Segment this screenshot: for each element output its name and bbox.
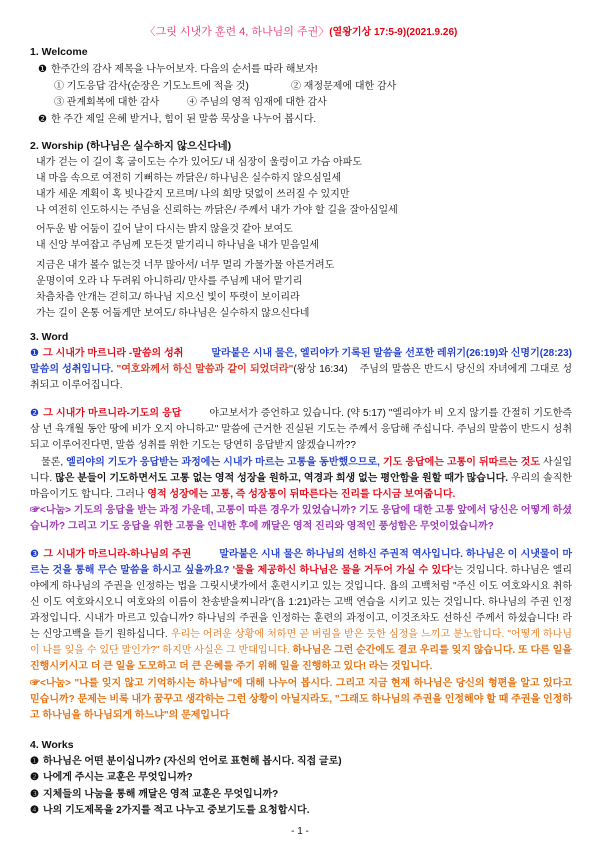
welcome-heading: 1. Welcome (30, 46, 88, 58)
emphasis-text: 많은 분들이 기도하면서도 고통 없는 영적 성장을 원하고, 역경과 희생 없는 평안함을 원할 때가 많습니다. (55, 473, 509, 484)
worship-heading: 2. Worship (하나님은 실수하지 않으신다네) (30, 140, 232, 152)
lyric-line: 내가 걷는 이 길이 혹 굽이도는 수가 있어도/ 내 심장이 울렁이고 가슴 아파도 (36, 157, 362, 168)
number-2-icon: ❷ (30, 772, 39, 784)
emphasis-text: 말라붙은 시내 물은 하나님의 선하신 주권적 역사입니다. 하나님은 이 시냇물이 마르는 것을 통해 무슨 말씀을 하시고 싶을까요? (30, 549, 573, 576)
works-item-text: 하나님은 어떤 분이십니까? (자신의 언어로 표현해 봅시다. 직접 글로) (42, 756, 342, 767)
emphasis-text: '물을 제공하신 하나님은 물을 거두어 가실 수 있다' (232, 565, 454, 576)
lyrics-stanza-2 (30, 222, 572, 254)
number-1-icon: ❶ (30, 348, 40, 359)
lyric-line: 내 신앙 부여잡고 주님께 모든것 맡기리니 하나님을 내가 믿음일세 (36, 240, 320, 251)
number-4-icon: ❹ (30, 805, 39, 817)
lyric-line: 내 마음 속으로 여전히 기뻐하는 까닭은/ 하나님은 실수하지 않으심일세 (36, 173, 342, 184)
lyric-line: 지금은 내가 볼수 없는것 너무 많아서/ 너무 멀리 가물가물 아른거려도 (36, 260, 335, 271)
word-item-title: 그 시내가 마르니라 -말씀의 성취 (43, 348, 184, 359)
lyric-line: 차츰차츰 안개는 걷히고/ 하나님 지으신 빛이 뚜렷이 보이리라 (36, 292, 300, 303)
works-item-1 (30, 754, 572, 770)
works-item-3 (30, 787, 572, 803)
welcome-item-text: 한주간의 감사 제목을 나누어보자. 다음의 순서를 따라 해보자! (50, 64, 318, 75)
works-item-text: 나의 기도제목을 2가지를 적고 나누고 중보기도를 요청합시다. (42, 805, 310, 817)
lyrics-stanza-3 (30, 258, 572, 322)
title-reference: (열왕기상 17:5-9)(2021.9.26) (329, 27, 458, 38)
emphasis-text: 하나님은 그런 순간에도 결코 우리를 잊지 않습니다. 또 다른 일을 진행시키시고 더 큰 일을 도모하고 더 큰 은혜를 주기 위해 일을 진행하고 있다! 라는 것입니다. (30, 645, 572, 672)
scripture-reference: (왕상 16:34) (293, 364, 348, 375)
lyric-line: 어두운 밤 어둠이 깊어 날이 다시는 밝지 않을것 같아 보여도 (36, 224, 293, 235)
page-title (30, 24, 572, 40)
works-item-2 (30, 770, 572, 786)
works-heading: 4. Works (30, 739, 74, 751)
document-content (30, 24, 572, 820)
emphasis-text: 엘리야의 기도가 응답받는 과정에는 시내가 마르는 고통을 동반했으므로, (66, 457, 383, 468)
body-text: 야고보서가 증언하고 있습니다. (약 5:17) "엘리야가 비 오지 않기를 간절히 기도한즉 삼 년 육개월 동안 땅에 비가 오지 아니하고" 말씀에 근거한 진실된 기도는 주께서 응답해 주십니다. 주님의 말씀이 반드시 성취되고 이루어진다면, 말씀 성취를 위한 기도는 당연히 응답받지 않겠습니까?? (30, 408, 572, 451)
number-2-icon: ❷ (30, 408, 40, 419)
body-text: 물론, (41, 457, 67, 468)
works-item-4 (30, 803, 572, 819)
word-item-title: 그 시내가 마르니라-하나님의 주권 (43, 549, 192, 560)
word-item-title: 그 시내가 마르니라-기도의 응답 (43, 408, 182, 419)
welcome-subitems-row-2 (30, 95, 572, 111)
number-1-icon: ❶ (30, 756, 39, 767)
welcome-subitem: ④ 주님의 영적 임재에 대한 감사 (187, 97, 327, 108)
number-3-icon: ❸ (30, 788, 39, 800)
lyric-line: 내가 세운 계획이 혹 빗나갈지 모르며/ 나의 희망 덧없이 쓰러질 수 있지만 (36, 189, 350, 200)
word-item-3 (30, 547, 572, 675)
lyric-line: 나 여전히 인도하시는 주님을 신뢰하는 까닭은/ 주께서 내가 가야 할 길을 잘아심일세 (36, 205, 398, 216)
number-1-icon: ❶ (38, 64, 47, 75)
welcome-subitem: ③ 관계회복에 대한 감사 (54, 97, 160, 108)
works-item-text: 지체들의 나눔을 통해 깨달은 영적 교훈은 무엇입니까? (42, 788, 279, 800)
body-text: 는 것입니다. 하나님은 엘리야에게 하나님의 주권을 인정하는 법을 그릿시냇가에서 훈련시키고 있는 것입니다. 욥의 고백처럼 "주신 이도 여호와시요 취하신 이도 여호와시오니 여호와의 이름이 찬송받을찌니라"(욥 1:21)라는 고백 연습을 시키고 있는 것입니다. 하나님의 주권 인정 과정입니다. 시내가 마르고 있습니까? 하나님의 주권을 인정하는 훈련의 과정이고, 이것조차도 선하신 주께서 하셨습니다! 라는 신앙고백을 듣기 원하십니다. (30, 565, 572, 640)
welcome-subitems-row-1 (30, 79, 572, 95)
title-main: 〈그릿 시냇가 훈련 4, 하나님의 주권〉 (144, 26, 330, 38)
word-heading: 3. Word (30, 331, 69, 343)
number-3-icon: ❸ (30, 549, 40, 560)
emphasis-text: 우리는 어려운 상황에 처하면 곧 버림을 받은 듯한 심정을 느끼고 분노합니다. "어떻게 하나님이 나를 잊을 수 있단 말인가?" 하지만 사실은 그 반대입니다. (30, 629, 572, 656)
works-item-text: 나에게 주시는 교훈은 무엇입니까? (42, 772, 193, 784)
emphasis-text: 영적 성장에는 고통, 즉 성장통이 뒤따른다는 진리를 다시금 보여줍니다. (147, 489, 456, 500)
page-number: - 1 - (291, 826, 309, 837)
word-item-2-share: ☞<나눔> 기도의 응답을 받는 과정 가운데, 고통이 따른 경우가 있었습니까? 기도 응답에 대한 고통 앞에서 당신은 어떻게 하셨습니까? 그리고 기도 응답을 위한 고통을 인내한 후에 깨달은 영적 진리와 영적인 풍성함은 무엇이었습니까? (30, 505, 572, 532)
welcome-item-2 (30, 112, 572, 128)
welcome-item-text: 한 주간 제일 은혜 받거나, 힘이 된 말씀 묵상을 나누어 봅시다. (50, 114, 317, 125)
lyrics-stanza-1 (30, 155, 572, 219)
body-text: 주님의 말씀은 반드시 당신의 자녀에게 그대로 성취되고 이루어집니다. (30, 364, 572, 391)
word-item-2 (30, 406, 572, 454)
emphasis-text: 말라붙은 시내 물은, 엘리야가 기록된 말씀을 선포한 레위기(26:19)와 신명기(28:23) 말씀의 성취입니다. (30, 348, 572, 375)
body-text: 사실입니다. (30, 457, 573, 484)
scripture-quote: "여호와께서 하신 말씀과 같이 되었더라" (116, 364, 294, 375)
emphasis-text: 기도 응답에는 고통이 뒤따르는 것도 (382, 457, 540, 468)
lyric-line: 운명이여 오라 나 두려워 아니하리/ 만사를 주님께 내어 맡기리 (36, 276, 303, 287)
body-text: 우리의 솔직한 마음이기도 합니다. 그러나 (30, 473, 572, 500)
welcome-item-1 (30, 62, 572, 78)
word-item-3-share: ☞<나눔> "나를 잊지 않고 기억하시는 하나님"에 대해 나누어 봅시다. 그리고 지금 현재 하나님은 당신의 형편을 알고 있다고 믿습니까? 문제는 비록 내가 꿈꾸고 생각하는 그런 상황이 아닐지라도, "그래도 하나님의 주권을 인정해야 할 때 주권을 인정하고 하나님을 하나님되게 하느냐"의 문제입니다 (30, 678, 572, 721)
number-2-icon: ❷ (38, 114, 47, 125)
word-item-1 (30, 346, 572, 394)
welcome-subitem: ② 재정문제에 대한 감사 (291, 81, 397, 92)
word-item-2-paragraph (30, 455, 572, 503)
welcome-subitem: ① 기도응답 감사(순장은 기도노트에 적을 것) (54, 81, 249, 92)
lyric-line: 가는 길이 온통 어둡게만 보여도/ 하나님은 실수하지 않으신다네 (36, 308, 310, 319)
